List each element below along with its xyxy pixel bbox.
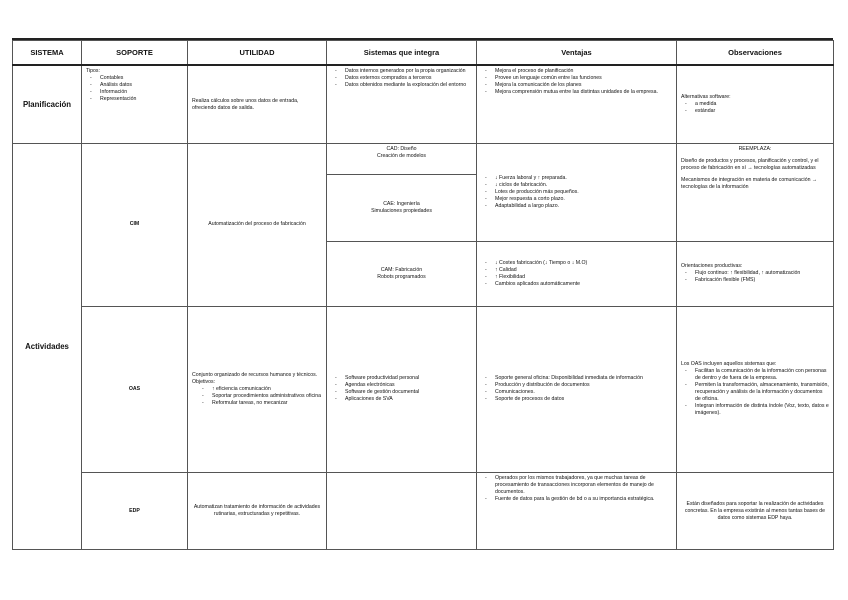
list-item: - Soporte de procesos de datos: [495, 396, 672, 403]
ventajas-oas: [477, 306, 677, 473]
obs-orient-list: [681, 270, 829, 284]
header-sistema: SISTEMA: [13, 41, 82, 65]
soporte-oas: OAS: [82, 306, 188, 473]
obs-alternativas-title: Alternativas software:: [681, 94, 731, 101]
ventajas-cam: [477, 241, 677, 306]
list-item: - Comunicaciones.: [495, 389, 672, 396]
list-item: - Cambios aplicados automáticamente: [495, 281, 672, 288]
obs-oas-title: Los OAS incluyen aquellos sistemas que:: [681, 361, 777, 368]
header-ventajas: Ventajas: [477, 41, 677, 65]
list-item: - Flujo continuo: ↑ flexibilidad, ↑ automatización: [695, 270, 829, 277]
obs-oas-list: [681, 368, 829, 417]
observaciones-oas: [677, 306, 834, 473]
observaciones-planificacion: [677, 65, 834, 144]
list-item: - Soportar procedimientos administrativos oficina: [212, 393, 322, 400]
list-item: - Contables: [100, 75, 183, 82]
observaciones-edp: Están diseñados para soportar la realización de actividades concretas. En la empresa existirán al menos tantas bases de datos como sistemas EDP haya.: [677, 473, 834, 550]
integra-edp: [327, 473, 477, 550]
list-item: - Integran información de distinta índole (Voz, texto, datos e imágenes).: [695, 403, 829, 417]
list-item: - Provee un lenguaje común entre las funciones: [495, 75, 672, 82]
cad-sub: Creación de modelos: [376, 153, 427, 160]
integra-planificacion: [327, 65, 477, 144]
obs-reemplaza: REEMPLAZA:: [738, 146, 772, 153]
utilidad-oas: [188, 306, 327, 473]
ventajas-cam-list: [481, 260, 672, 288]
soporte-cim: CIM: [82, 144, 188, 306]
soporte-edp: EDP: [82, 473, 188, 550]
list-item: - Software de gestión documental: [345, 389, 472, 396]
oas-objetivos-title: Objetivos:: [192, 378, 216, 385]
list-item: - ↓ ciclos de fabricación.: [495, 182, 672, 189]
row-planificacion: [13, 65, 834, 144]
soporte-tipos-list: [86, 75, 183, 103]
list-item: - Mejor respuesta a corto plazo.: [495, 196, 672, 203]
list-item: - a medida: [695, 101, 829, 108]
list-item: - Mejora comprensión mutua entre las distintas unidades de la empresa.: [495, 89, 672, 96]
list-item: - estándar: [695, 108, 829, 115]
list-item: - Lotes de producción más pequeños.: [495, 189, 672, 196]
list-item: - Software productividad personal: [345, 375, 472, 382]
list-item: - Mejora la comunicación de los planes: [495, 82, 672, 89]
cam-title: CAM: Fabricación: [380, 266, 423, 273]
obs-cim-p2: Mecanismos de integración en materia de comunicación → tecnologías de la información: [681, 177, 818, 191]
header-observaciones: Observaciones: [677, 41, 834, 65]
obs-orient-title: Orientaciones productivas:: [681, 263, 743, 270]
list-item: - ↑ eficiencia comunicación: [212, 386, 322, 393]
sistema-actividades: Actividades: [13, 144, 82, 550]
soporte-tipos-title: Tipos:: [86, 67, 100, 74]
integra-cam: [327, 241, 477, 306]
list-item: - Datos internos generados por la propia organización: [345, 68, 472, 75]
obs-alternativas-list: [681, 101, 829, 115]
integra-oas-list: [331, 375, 472, 403]
list-item: - Adaptabilidad a largo plazo.: [495, 203, 672, 210]
header-utilidad: UTILIDAD: [188, 41, 327, 65]
list-item: - Soporte general oficina: Disponibilidad inmediata de información: [495, 375, 672, 382]
ventajas-edp: [477, 473, 677, 550]
list-item: - Aplicaciones de SVA: [345, 396, 472, 403]
ventajas-cim-list: [481, 175, 672, 210]
ventajas-planificacion: [477, 65, 677, 144]
list-item: - ↑ Calidad: [495, 267, 672, 274]
utilidad-cim: Automatización del proceso de fabricación: [188, 144, 327, 306]
cam-sub: Robots programados: [377, 273, 426, 280]
list-item: - ↓ Fuerza laboral y ↑ preparada.: [495, 175, 672, 182]
header-row: [13, 41, 834, 65]
header-sistemas-integra: Sistemas que integra: [327, 41, 477, 65]
row-oas: [13, 306, 834, 473]
ventajas-edp-list: [481, 475, 672, 503]
utilidad-edp: Automatizan tratamiento de información de actividades rutinarias, estructuradas y repetitivas.: [188, 473, 327, 550]
integra-cae: [327, 174, 477, 241]
list-item: - Análisis datos: [100, 82, 183, 89]
list-item: - Mejora el proceso de planificación: [495, 68, 672, 75]
list-item: - Datos externos comprados a terceros: [345, 75, 472, 82]
list-item: - Fabricación flexible (FMS): [695, 277, 829, 284]
list-item: - Producción y distribución de documentos: [495, 382, 672, 389]
oas-utilidad-p: Conjunto organizado de recursos humanos y técnicos.: [192, 371, 318, 378]
systems-table: [12, 40, 834, 550]
cad-title: CAD: Diseño: [386, 146, 417, 153]
ventajas-oas-list: [481, 375, 672, 403]
ventajas-cim: [477, 144, 677, 241]
soporte-planificacion: [82, 65, 188, 144]
row-cim-cad: [13, 144, 834, 174]
list-item: - Operados por los mismos trabajadores, ya que muchas tareas de procesamiento de transacciones incorporan elementos de manejo de documentos.: [495, 475, 672, 496]
oas-objetivos-list: [192, 386, 322, 407]
sistema-planificacion: Planificación: [13, 65, 82, 144]
list-item: - Permiten la transformación, almacenamiento, transmisión, recuperación y análisis de la información y documentos de oficina.: [695, 382, 829, 403]
integra-oas: [327, 306, 477, 473]
list-item: - Representación: [100, 96, 183, 103]
list-item: - Reformular tareas, no mecanizar: [212, 400, 322, 407]
list-item: - Agendas electrónicas: [345, 382, 472, 389]
list-item: - Datos obtenidos mediante la exploración del entorno: [345, 82, 472, 89]
list-item: - ↑ Flexibilidad: [495, 274, 672, 281]
list-item: - Facilitan la comunicación de la información con personas de dentro y de fuera de la empresa.: [695, 368, 829, 382]
header-soporte: SOPORTE: [82, 41, 188, 65]
observaciones-cim: [677, 144, 834, 241]
list-item: - Fuente de datos para la gestión de bd o a su importancia estratégica.: [495, 496, 672, 503]
cae-sub: Simulaciones propiedades: [371, 207, 432, 214]
cae-title: CAE: Ingeniería: [383, 200, 420, 207]
list-item: - Información: [100, 89, 183, 96]
ventajas-list: [481, 68, 672, 96]
obs-cim-p1: Diseño de productos y procesos, planificación y control, y el proceso de fabricación en sí → tecnologías automatizadas: [681, 158, 819, 172]
row-edp: [13, 473, 834, 550]
list-item: - ↓ Costes fabricación (↓ Tiempo o ↓ M.O): [495, 260, 672, 267]
integra-cad: [327, 144, 477, 174]
observaciones-cam: [677, 241, 834, 306]
integra-list: [331, 68, 472, 89]
utilidad-planificacion: Realiza cálculos sobre unos datos de entrada, ofreciendo datos de salida.: [188, 65, 327, 144]
